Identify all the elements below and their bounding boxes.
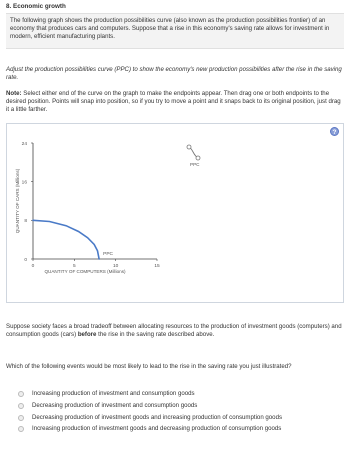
y-axis-label: QUANTITY OF CARS (Millions): [15, 168, 20, 234]
y-tick-label: 16: [21, 180, 27, 186]
answer-options: [18, 390, 344, 437]
question-text: Which of the following events would be most likely to lead to the rise in the saving rate you just illustrated?: [6, 363, 292, 370]
graph-panel: [6, 123, 344, 303]
x-tick-label: 10: [112, 264, 119, 269]
instruction: [6, 66, 344, 82]
note-label: Note:: [6, 90, 22, 97]
radio-button[interactable]: [18, 391, 24, 397]
option-1[interactable]: [18, 390, 344, 398]
help-button[interactable]: ?: [330, 127, 339, 136]
radio-button[interactable]: [18, 415, 24, 421]
note: [6, 90, 344, 113]
radio-button[interactable]: [18, 403, 24, 409]
ppc-tool-start-point: [187, 145, 191, 149]
question-title: 8. Economic growth: [6, 3, 66, 10]
tradeoff-paragraph: [6, 323, 344, 339]
option-label: Increasing production of investment goods and decreasing production of consumption goods: [32, 425, 282, 433]
option-2[interactable]: [18, 402, 344, 410]
intro-panel: [6, 13, 344, 49]
ppc-tool-label: PPC: [190, 162, 200, 167]
x-axis-label: QUANTITY OF COMPUTERS (Millions): [44, 269, 126, 274]
y-tick-label: 24: [21, 141, 27, 147]
question-text-block: [6, 363, 344, 371]
radio-button[interactable]: [18, 426, 24, 432]
option-label: Increasing production of investment and consumption goods: [32, 390, 195, 397]
option-3[interactable]: [18, 414, 344, 422]
ppc-curve-label: PPC: [103, 252, 114, 257]
ppc-curve: [33, 220, 99, 259]
instruction-text: Adjust the production possibilities curve (PPC) to show the economy's new production possibilities after the rise in the saving rate.: [6, 66, 342, 81]
x-tick-label: 5: [72, 264, 76, 269]
y-tick-label: 0: [24, 257, 27, 263]
ppc-chart: [7, 124, 345, 304]
x-tick-label: 0: [31, 264, 35, 269]
para2-emphasis: before: [77, 330, 97, 338]
option-label: Decreasing production of investment goods and increasing production of consumption goods: [32, 413, 282, 421]
para2-text-c: the rise in the saving rate described above.: [96, 330, 215, 338]
intro-text: The following graph shows the production possibilities curve (also known as the production possibilities frontier) of an economy that produces cars and computers. Suppose that a rise in this economy's saving rate allows for investment in modern, efficient manufacturing plants.: [10, 17, 330, 40]
option-4[interactable]: [18, 425, 344, 433]
para2-text-a: Suppose society faces a broad tradeoff between allocating resources to the production of investment goods (computers) and consumption goods (cars): [6, 323, 342, 338]
x-tick-label: 15: [154, 264, 160, 269]
option-label: Decreasing production of investment and consumption goods: [32, 401, 198, 409]
y-tick-label: 8: [24, 219, 27, 225]
note-text: Select either end of the curve on the graph to make the endpoints appear. Then drag one or both endpoints to the desired position. Points will snap into position, so if you try to move a point and it snaps back to its original position, just drag it a little farther.: [6, 90, 341, 113]
ppc-tool-end-point: [196, 156, 200, 160]
